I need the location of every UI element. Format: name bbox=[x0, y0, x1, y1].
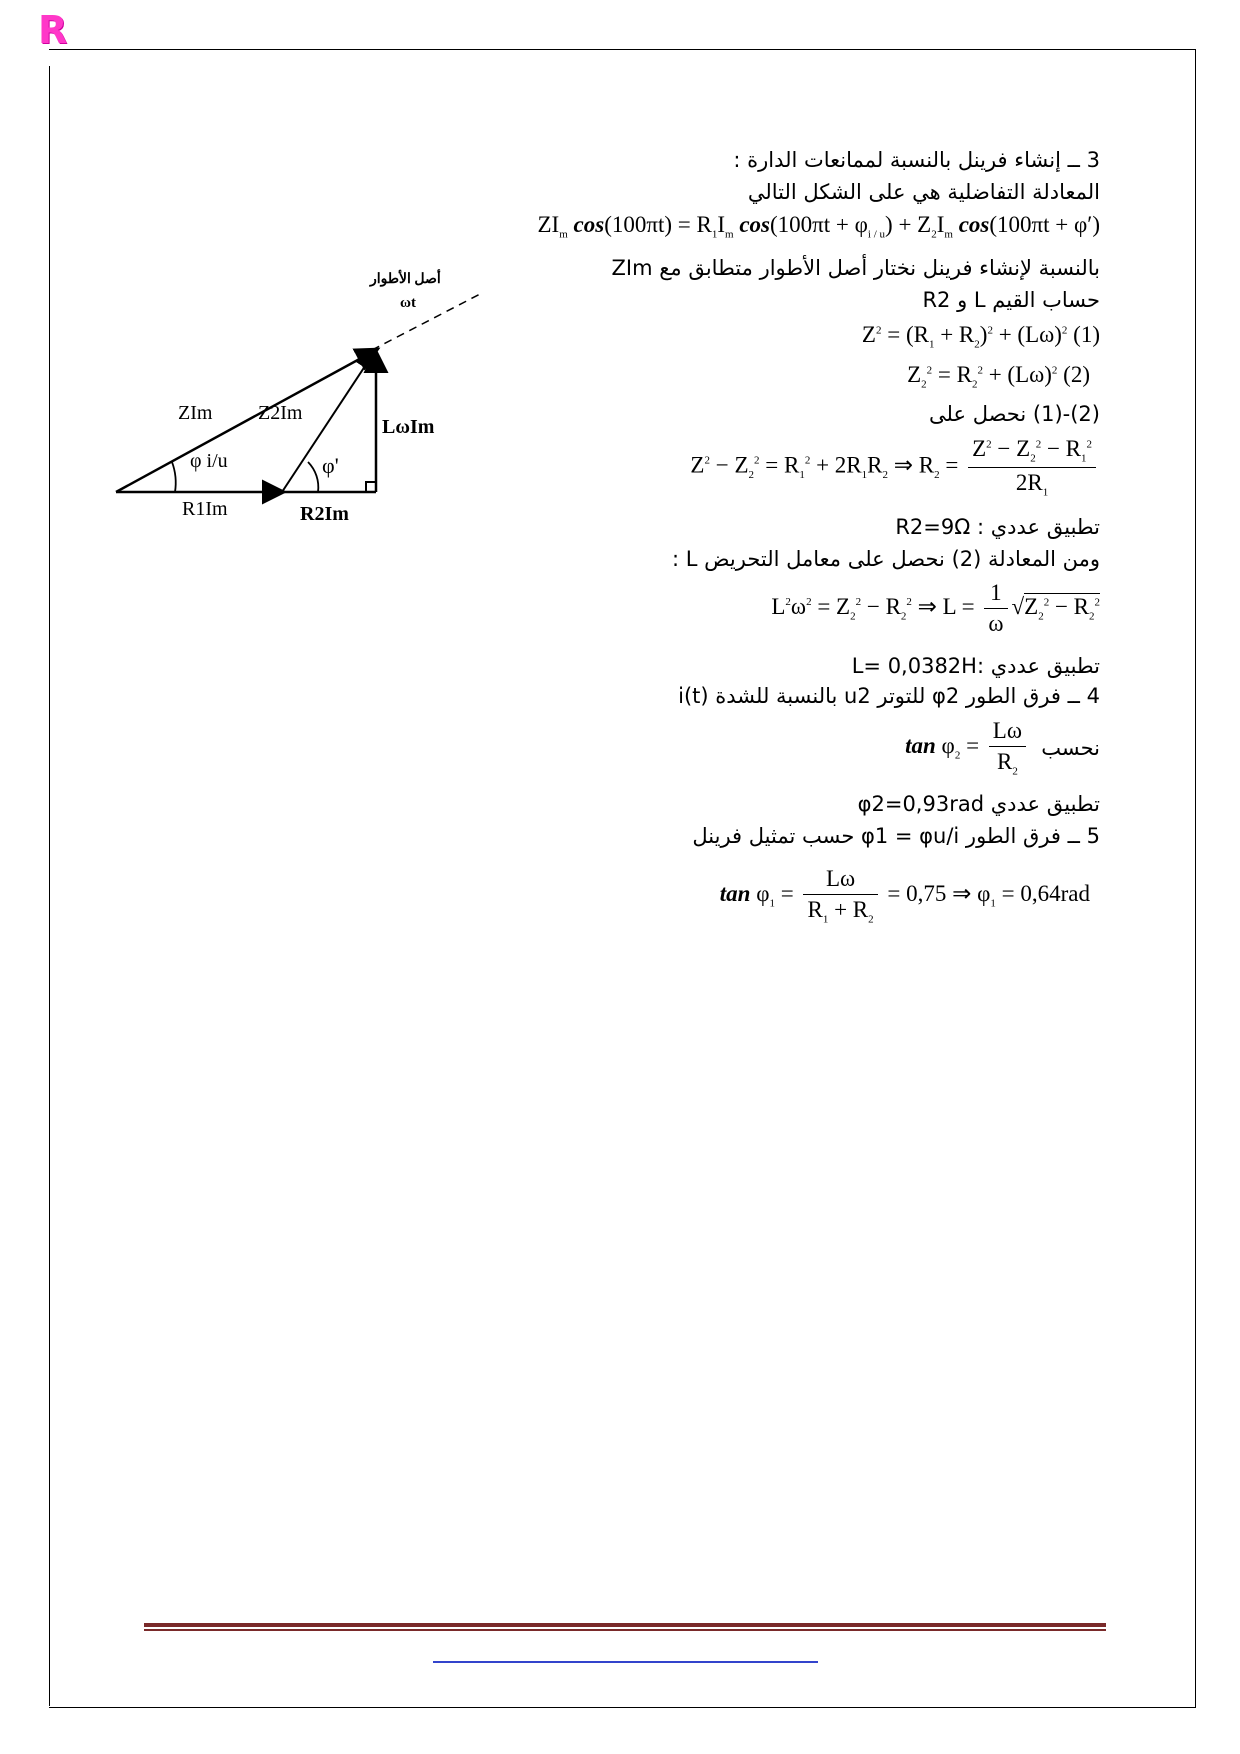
fresnel-diagram bbox=[100, 265, 500, 545]
equation-2: $Z_2^2 = R_2^2 + (L\omega)^2$ (2) bbox=[907, 362, 1090, 391]
phi-prime-arc bbox=[308, 462, 318, 492]
from-equation-2: ومن المعادلة (2) نحصل على معامل التحريض L : bbox=[672, 547, 1100, 571]
main-equation: $ZI_m$ $\cos(100\pi t) = R_1I_m$ $\cos(100\pi t + \varphi_{i / u}) + Z_2I_m$ cos(100πt + φ′) bbox=[537, 212, 1100, 241]
origin-label: أصل الأطوار bbox=[370, 272, 441, 287]
section3-heading: 3 ــ إنشاء فرينل بالنسبة لممانعات الدارة : bbox=[733, 148, 1100, 172]
combine-equations: (2)-(1) نحصل على bbox=[929, 402, 1100, 426]
footer-bar-thin bbox=[144, 1629, 1106, 1631]
lwi-label: LωIm bbox=[382, 416, 435, 438]
equation-1: $Z^2 = (R_1 + R_2)^2 + (L\omega)^2$ (1) bbox=[861, 322, 1100, 351]
equation-l: $L^2\omega^2 = Z_2^2 - R_2^2$ ⇒ L = $\frac{1}{\omega}$ $√Z_2^2 - R_2^2$ bbox=[771, 580, 1100, 636]
z2i-label: Z2Im bbox=[258, 402, 303, 424]
footer-bar bbox=[144, 1623, 1106, 1627]
l-numeric: تطبيق عددي :L= 0,0382H bbox=[851, 654, 1100, 678]
differential-intro: المعادلة التفاضلية هي على الشكل التالي bbox=[747, 180, 1100, 204]
equation-r2: $Z^2 - Z_2^2 = R_1^2 + 2R_1R_2$ ⇒ $R_2$ = $\frac{Z^2 - Z_2^2 - R_1^2}{2R_1}$ bbox=[690, 436, 1100, 498]
r2i-label: R2Im bbox=[300, 503, 349, 525]
section4-numeric: تطبيق عددي φ2=0,93rad bbox=[857, 792, 1100, 816]
r2-numeric: تطبيق عددي : R2=9Ω bbox=[895, 515, 1100, 539]
origin-choice: بالنسبة لإنشاء فرينل نختار أصل الأطوار متطابق مع ZIm bbox=[611, 256, 1100, 280]
compute-values: حساب القيم L و R2 bbox=[922, 288, 1100, 312]
section4-heading: 4 ــ فرق الطور φ2 للتوتر u2 بالنسبة للشدة i(t) bbox=[678, 684, 1100, 708]
omega-t-label: ωt bbox=[400, 295, 416, 311]
zi-label: ZIm bbox=[178, 402, 213, 424]
logo: R bbox=[38, 8, 68, 52]
footer-link-underline[interactable] bbox=[433, 1661, 818, 1663]
right-angle-mark bbox=[366, 482, 376, 492]
r1i-label: R1Im bbox=[182, 498, 228, 520]
page-frame-left bbox=[49, 66, 50, 1706]
tan-phi2-formula: $\tan \varphi_2$ = $\frac{L\omega}{R_2}$ bbox=[905, 718, 1030, 778]
section5-heading: 5 ــ فرق الطور φ1 = φu/i حسب تمثيل فرينل bbox=[692, 824, 1100, 848]
phi-iu-arc bbox=[172, 462, 176, 492]
phi-prime-label: φ' bbox=[322, 453, 339, 478]
phase-origin-line bbox=[372, 293, 482, 350]
section4-compute: نحسب bbox=[1041, 736, 1100, 760]
phi-iu-label: φ i/u bbox=[190, 450, 228, 472]
tan-phi1-formula: $\tan \varphi_1$ = $\frac{L\omega}{R_1 + R_2}$ = 0,75 ⇒ $\varphi_1 = 0,64rad$ bbox=[719, 866, 1090, 926]
